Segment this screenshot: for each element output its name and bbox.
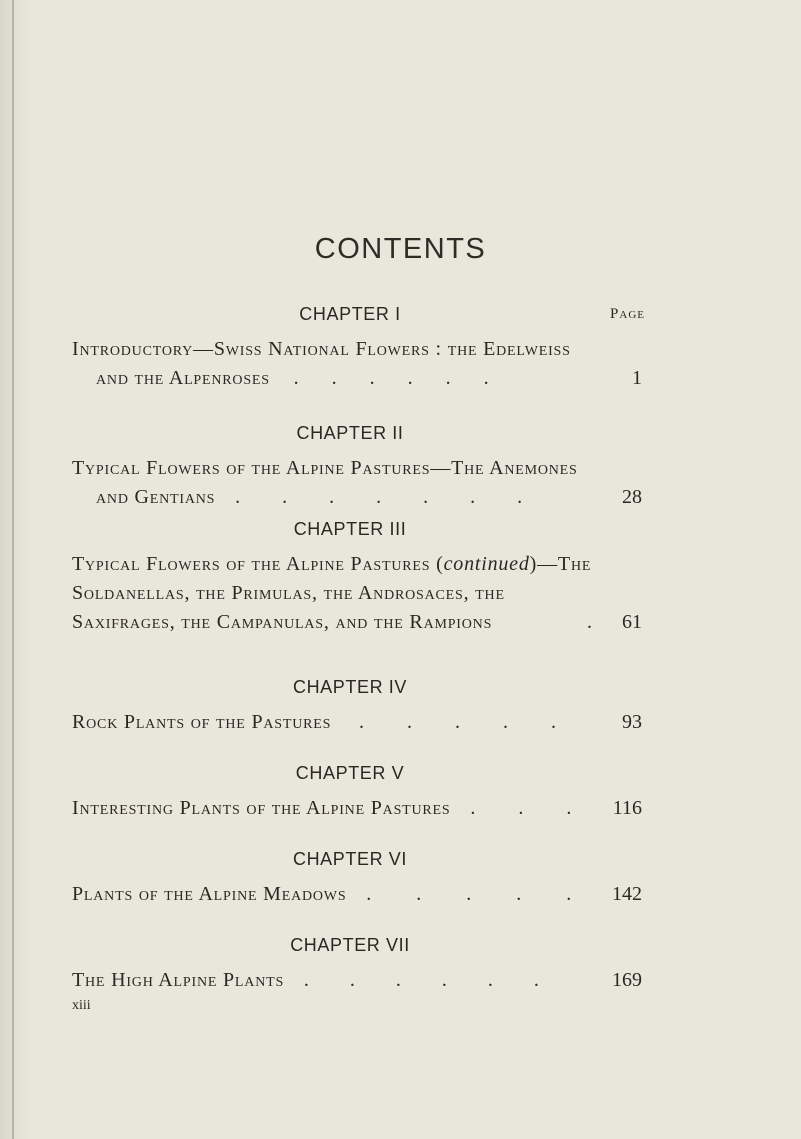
page-gutter bbox=[0, 0, 30, 1139]
page-number: 116 bbox=[612, 797, 642, 819]
entry-line: The High Alpine Plants . . . . . . 169 bbox=[72, 966, 642, 995]
chapter-heading: CHAPTER VII bbox=[290, 935, 410, 955]
chapter-3-entry bbox=[72, 519, 642, 637]
chapter-heading: CHAPTER II bbox=[296, 423, 404, 443]
entry-line: Saxifrages, the Campanulas, and the Rampions . 61 bbox=[72, 608, 642, 637]
page-number: 28 bbox=[622, 486, 642, 508]
chapter-heading: CHAPTER I bbox=[299, 304, 401, 324]
leader-dots: . . . . . . bbox=[303, 969, 539, 991]
chapter-6-entry bbox=[72, 849, 642, 909]
chapter-heading: CHAPTER VI bbox=[292, 849, 408, 869]
chapter-7-entry bbox=[72, 935, 642, 995]
leader-dots: . . . . . . bbox=[293, 367, 489, 389]
chapter-heading: CHAPTER III bbox=[293, 519, 407, 539]
entry-line: Typical Flowers of the Alpine Pastures (continued)—The bbox=[72, 553, 592, 575]
leader-dots: . . . . . bbox=[359, 711, 557, 733]
entry-line: and Gentians . . . . . . . 28 bbox=[72, 483, 642, 512]
page-number: 142 bbox=[612, 883, 642, 905]
page-number: 1 bbox=[632, 367, 642, 389]
page-folio: xiii bbox=[72, 998, 91, 1013]
page-number: 169 bbox=[612, 969, 642, 991]
chapter-5-entry bbox=[72, 763, 642, 823]
page-number: 93 bbox=[622, 711, 642, 733]
entry-line: Plants of the Alpine Meadows . . . . . 142 bbox=[72, 880, 642, 909]
chapter-2-entry bbox=[72, 423, 642, 512]
chapter-heading: CHAPTER IV bbox=[292, 677, 408, 697]
binding-edge bbox=[12, 0, 14, 1139]
entry-line: Soldanellas, the Primulas, the Androsaces, the bbox=[72, 582, 505, 604]
chapter-4-entry bbox=[72, 677, 642, 737]
entry-line: Rock Plants of the Pastures . . . . . 93 bbox=[72, 708, 642, 737]
chapter-heading: CHAPTER V bbox=[295, 763, 405, 783]
page-column-label: Page bbox=[610, 306, 645, 322]
leader-dots: . . . . . . . bbox=[235, 486, 523, 508]
leader-dots: . . . . . bbox=[366, 883, 572, 905]
leader-dots: . . . bbox=[470, 797, 572, 819]
leader-dots: . bbox=[587, 611, 592, 633]
entry-line: Introductory—Swiss National Flowers : the Edelweiss bbox=[72, 338, 571, 360]
page-number: 61 bbox=[622, 611, 642, 633]
chapter-1-entry bbox=[72, 304, 642, 393]
entry-line: and the Alpenroses . . . . . . 1 bbox=[72, 364, 642, 393]
entry-line: Interesting Plants of the Alpine Pastures . . . 116 bbox=[72, 794, 642, 823]
entry-line: Typical Flowers of the Alpine Pastures—The Anemones bbox=[72, 457, 578, 479]
contents-title: CONTENTS bbox=[314, 233, 487, 265]
